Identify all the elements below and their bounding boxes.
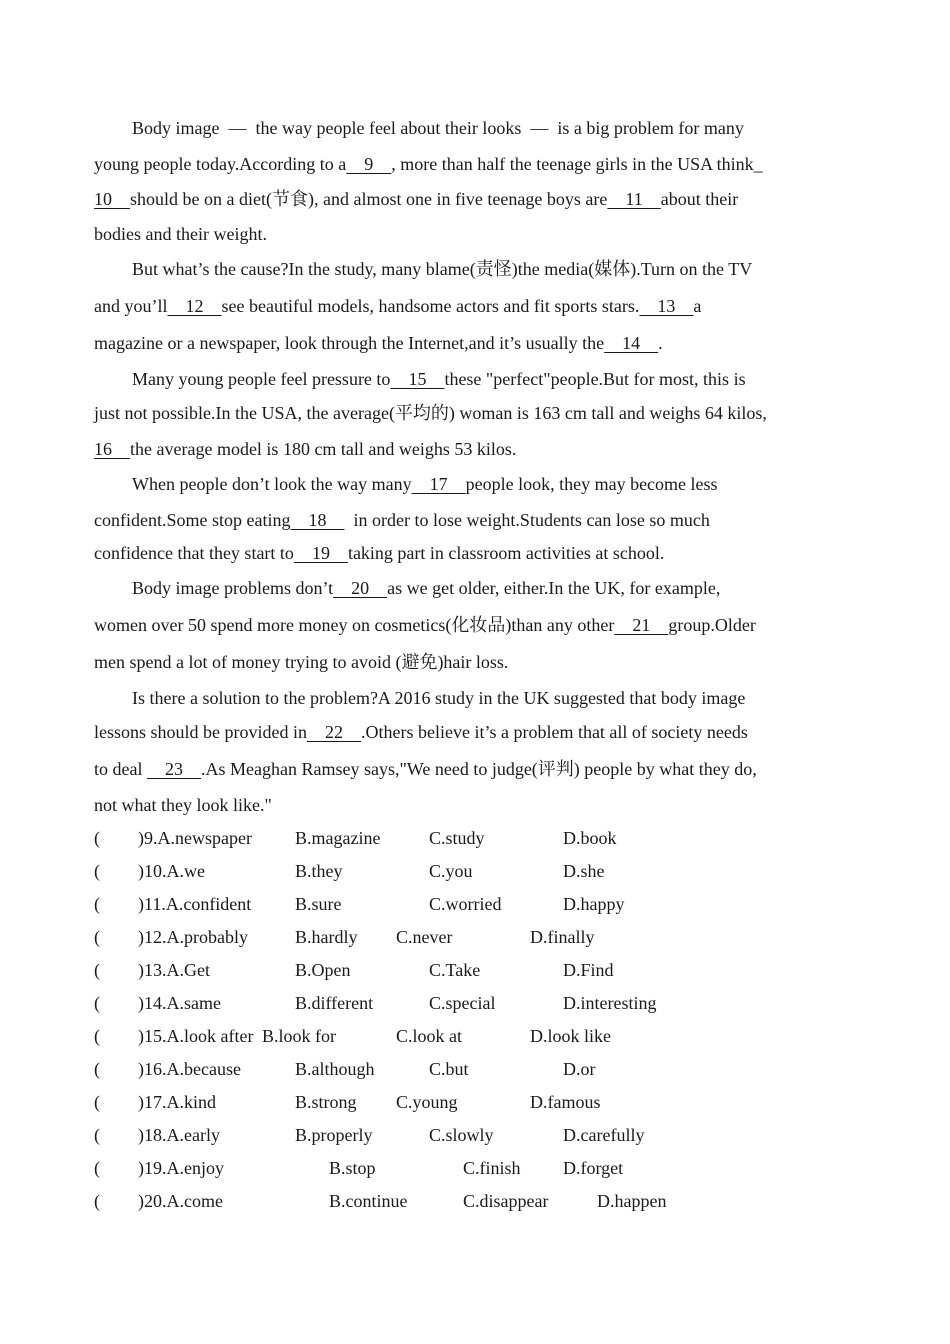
option-b: B.they [295,861,343,881]
blank-13: 13 [639,296,694,316]
passage-line [94,721,748,743]
option-b: B.look for [262,1026,336,1046]
blank-11: 11 [607,189,661,209]
passage-text: But what’s the cause?In the study, many blame(责怪)the media(媒体).Turn on the TV [132,259,753,279]
option-d: D.finally [530,927,595,947]
option-b: B.strong [295,1092,357,1112]
answer-paren[interactable]: ( [94,993,100,1013]
option-b: B.although [295,1059,375,1079]
option-c: C.look at [396,1026,462,1046]
option-b: B.properly [295,1125,373,1145]
passage-line [94,188,738,210]
passage-line [94,295,701,317]
passage-text: .As Meaghan Ramsey says,"We need to judge(评判) people by what they do, [200,759,757,779]
passage-text: and you’ll [94,296,168,316]
passage-text: as we get older, either.In the UK, for example, [387,578,721,598]
passage-text: When people don’t look the way many [132,474,412,494]
option-a: )13.A.Get [138,960,210,980]
option-d: D.forget [563,1158,624,1178]
passage-text: , more than half the teenage girls in the USA think_ [391,154,763,174]
answer-paren[interactable]: ( [94,1158,100,1178]
passage-line [132,687,745,709]
passage-text: magazine or a newspaper, look through the Internet,and it’s usually the [94,333,605,353]
passage-line [94,651,508,673]
passage-line [94,438,516,460]
option-c: C.finish [463,1158,521,1178]
option-d: D.book [563,828,617,848]
blank-18: 18 [290,510,345,530]
blank-20: 20 [333,578,388,598]
passage-text: Is there a solution to the problem?A 2016 study in the UK suggested that body image [132,688,746,708]
option-d: D.happy [563,894,625,914]
passage-text: . [658,333,663,353]
passage-text: about their [660,189,739,209]
option-c: C.Take [429,960,481,980]
passage-line [94,402,767,424]
passage-line [132,577,720,599]
passage-text: men spend a lot of money trying to avoid (避免)hair loss. [94,652,509,672]
option-d: D.Find [563,960,614,980]
option-d: D.she [563,861,605,881]
option-a: )20.A.come [138,1191,223,1211]
option-b: B.stop [329,1158,376,1178]
passage-text: just not possible.In the USA, the average(平均的) woman is 163 cm tall and weighs 64 kilos, [94,403,767,423]
passage-line [132,117,744,139]
answer-paren[interactable]: ( [94,1059,100,1079]
passage-line [132,368,746,390]
passage-text: confidence that they start to [94,543,294,563]
option-b: B.sure [295,894,342,914]
option-c: C.but [429,1059,469,1079]
option-d: D.famous [530,1092,601,1112]
option-a: )19.A.enjoy [138,1158,224,1178]
option-a: )17.A.kind [138,1092,216,1112]
option-a: )10.A.we [138,861,205,881]
passage-line [94,153,763,175]
passage-text: lessons should be provided in [94,722,307,742]
option-c: C.study [429,828,485,848]
passage-text: these "perfect"people.But for most, this is [444,369,746,389]
option-a: )12.A.probably [138,927,248,947]
passage-line [94,758,757,780]
passage-line [94,332,663,354]
passage-text: young people today.According to a [94,154,347,174]
option-c: C.never [396,927,453,947]
answer-paren[interactable]: ( [94,861,100,881]
passage-text: taking part in classroom activities at school. [347,543,665,563]
passage-line [132,258,752,280]
option-d: D.look like [530,1026,611,1046]
option-d: D.happen [597,1191,667,1211]
answer-paren[interactable]: ( [94,1026,100,1046]
blank-19: 19 [293,543,348,563]
option-b: B.Open [295,960,351,980]
passage-text: the average model is 180 cm tall and weighs 53 kilos. [130,439,517,459]
passage-text: people look, they may become less [465,474,718,494]
option-d: D.or [563,1059,596,1079]
option-a: )15.A.look after [138,1026,254,1046]
blank-15: 15 [390,369,445,389]
passage-text: bodies and their weight. [94,224,267,244]
option-c: C.slowly [429,1125,494,1145]
option-d: D.carefully [563,1125,645,1145]
passage-text: group.Older [668,615,756,635]
option-a: )18.A.early [138,1125,220,1145]
option-c: C.worried [429,894,502,914]
option-c: C.disappear [463,1191,549,1211]
option-c: C.special [429,993,496,1013]
passage-line [94,542,664,564]
answer-paren[interactable]: ( [94,927,100,947]
option-a: )16.A.because [138,1059,241,1079]
option-a: )9.A.newspaper [138,828,252,848]
option-b: B.different [295,993,374,1013]
passage-text: Many young people feel pressure to [132,369,391,389]
blank-23: 23 [146,759,201,779]
option-b: B.continue [329,1191,408,1211]
option-a: )11.A.confident [138,894,252,914]
passage-line [94,223,267,245]
blank-21: 21 [614,615,669,635]
option-c: C.you [429,861,473,881]
passage-text: should be on a diet(节食), and almost one in five teenage boys are [130,189,608,209]
passage-text: see beautiful models, handsome actors and fit sports stars. [221,296,640,316]
answer-paren[interactable]: ( [94,1191,100,1211]
passage-text: .Others believe it’s a problem that all of society needs [361,722,748,742]
blank-10: 10 [94,189,130,209]
answer-paren[interactable]: ( [94,828,100,848]
passage-text: confident.Some stop eating [94,510,291,530]
option-d: D.interesting [563,993,657,1013]
passage-text: Body image problems don’t [132,578,334,598]
passage-text: a [693,296,702,316]
passage-text: to deal [94,759,147,779]
passage-text: not what they look like." [94,795,272,815]
option-b: B.hardly [295,927,358,947]
passage-text: in order to lose weight.Students can lose so much [344,510,710,530]
blank-9: 9 [346,154,392,174]
passage-text: women over 50 spend more money on cosmetics(化妆品)than any other [94,615,615,635]
answer-paren[interactable]: ( [94,1125,100,1145]
answer-paren[interactable]: ( [94,894,100,914]
option-c: C.young [396,1092,458,1112]
blank-16: 16 [94,439,130,459]
passage-text: Body image — the way people feel about their looks — is a big problem for many [132,118,744,138]
passage-line [94,509,710,531]
passage-line [132,473,718,495]
passage-line [94,614,756,636]
option-b: B.magazine [295,828,381,848]
passage-line [94,794,272,816]
blank-12: 12 [167,296,222,316]
answer-paren[interactable]: ( [94,1092,100,1112]
answer-paren[interactable]: ( [94,960,100,980]
blank-22: 22 [307,722,361,742]
blank-17: 17 [411,474,466,494]
option-a: )14.A.same [138,993,221,1013]
blank-14: 14 [604,333,659,353]
